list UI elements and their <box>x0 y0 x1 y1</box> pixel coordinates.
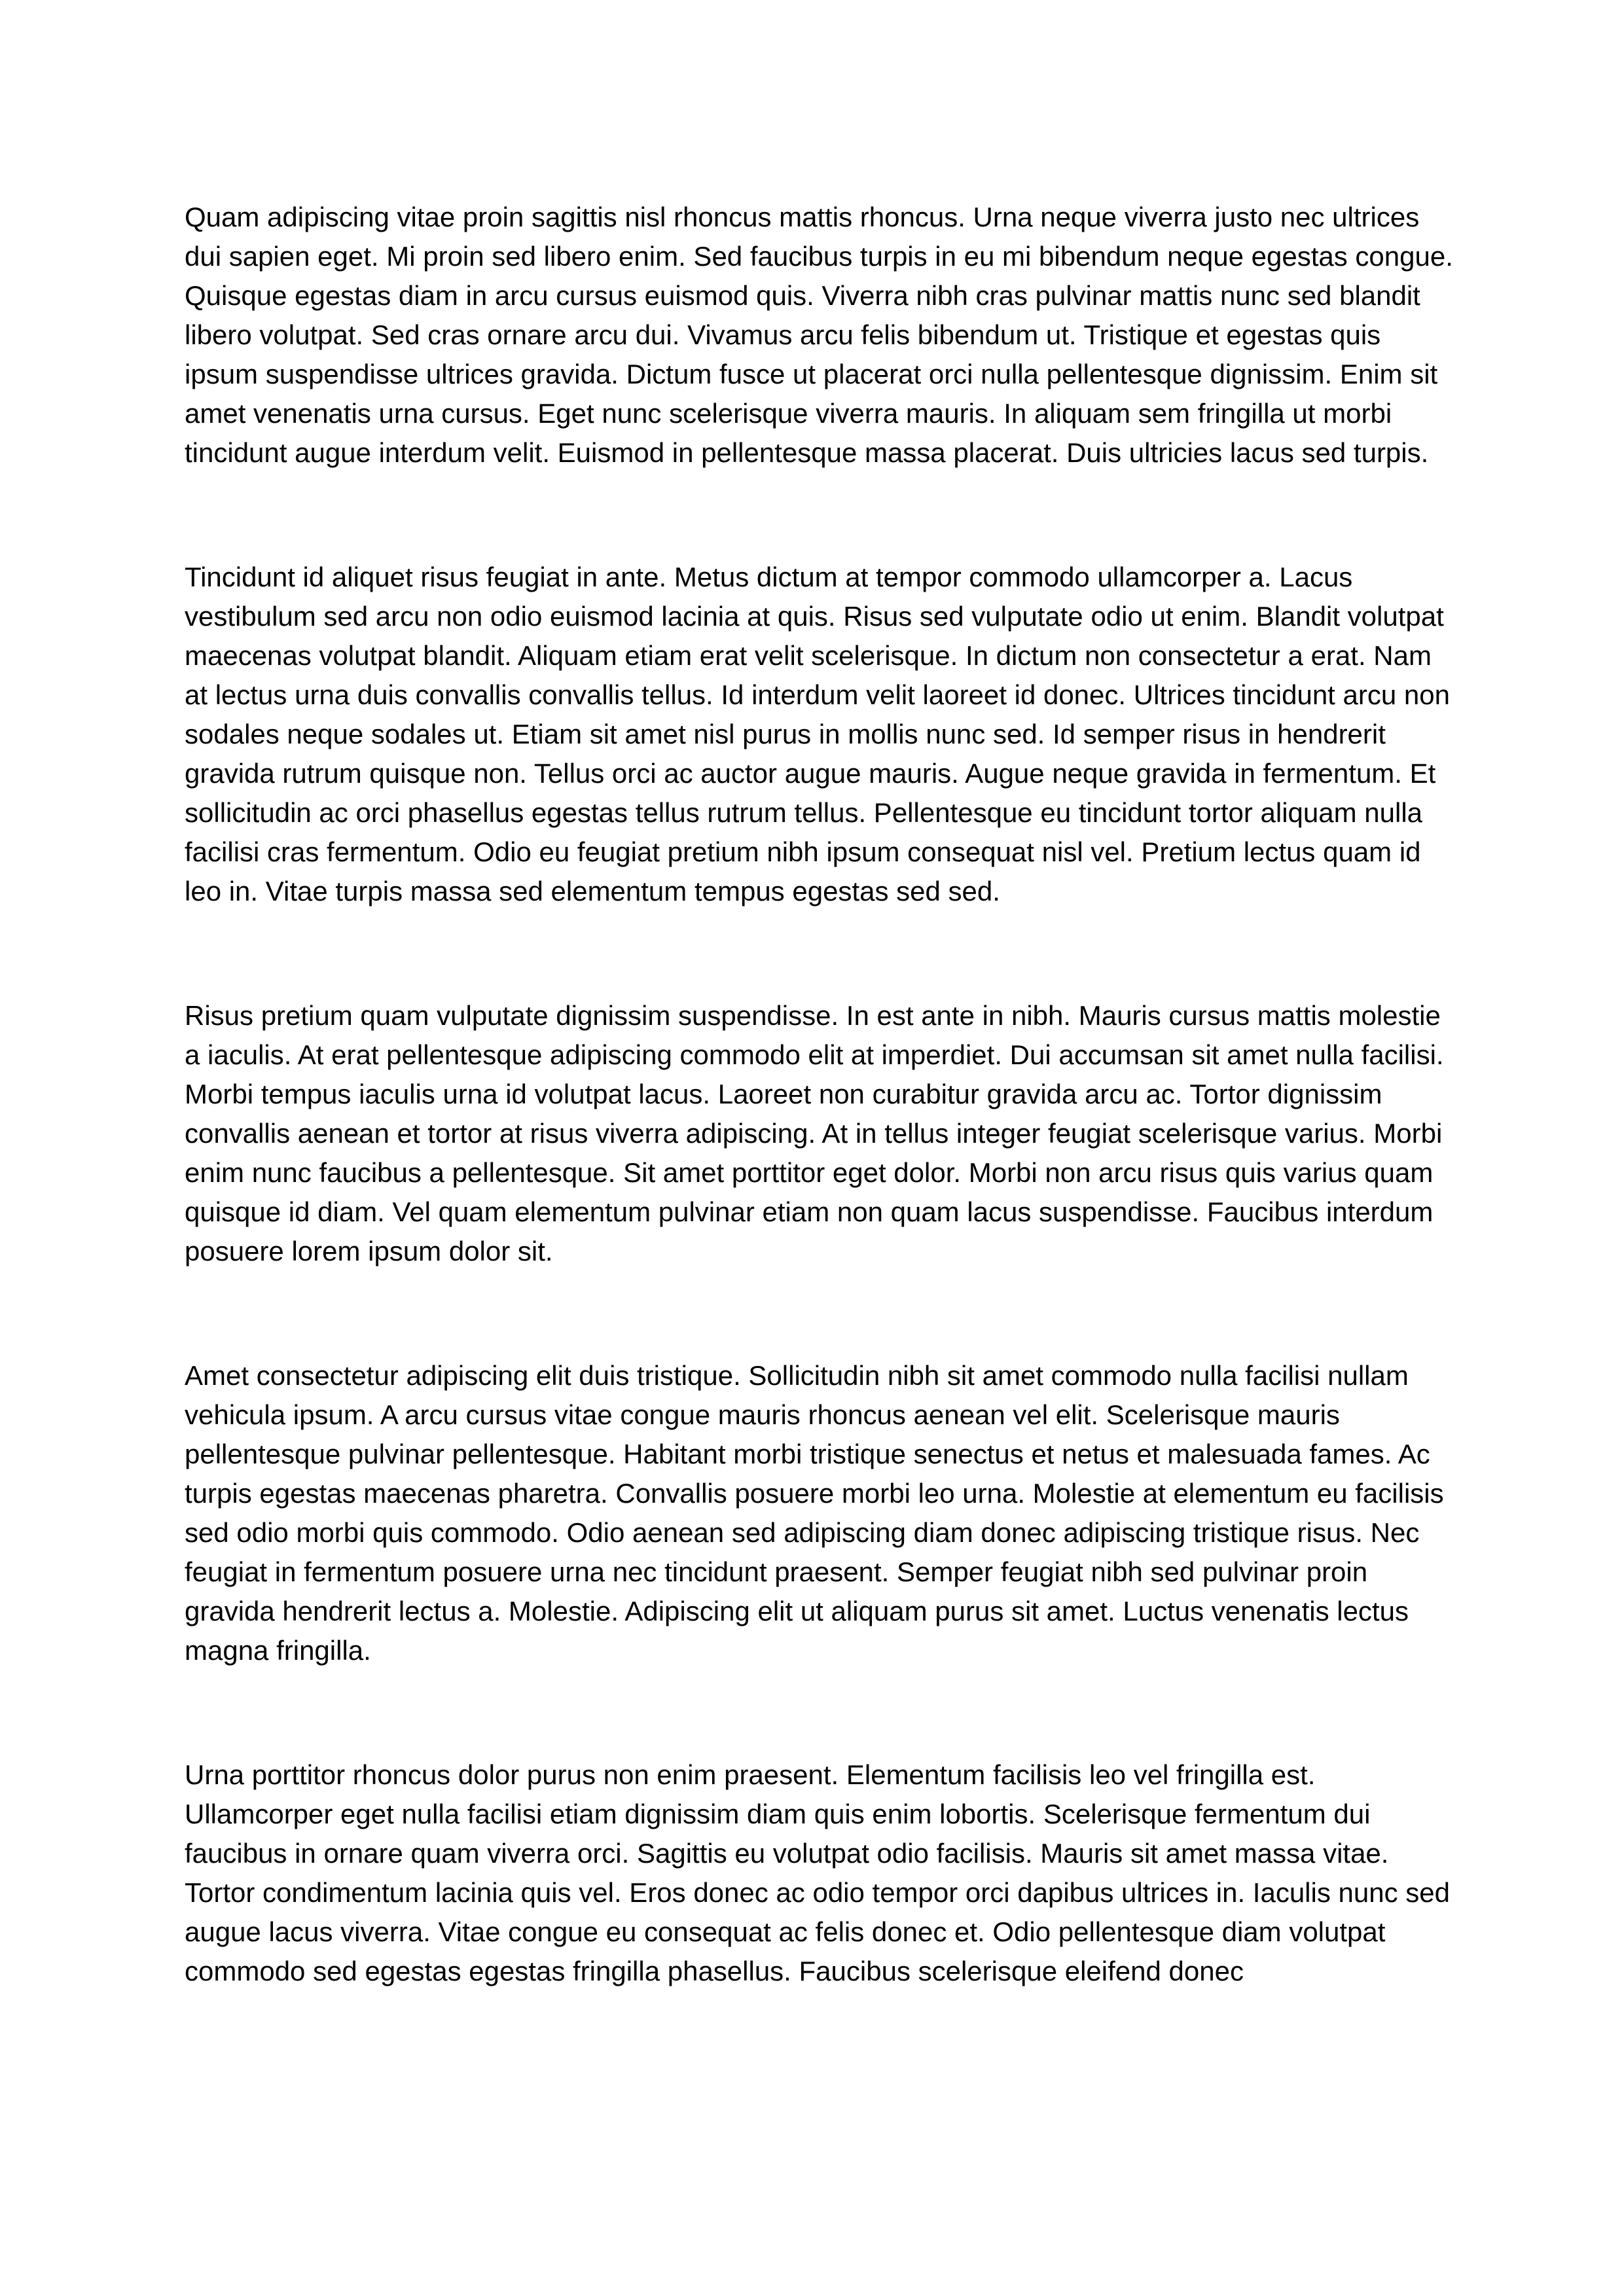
paragraph-2: Tincidunt id aliquet risus feugiat in ante. Metus dictum at tempor commodo ullamcorper a. Lacus vestibulum sed arcu non odio euismod lacinia at quis. Risus sed vulputate odio ut enim. Blandit volutpat maecenas volutpat blandit. Aliquam etiam erat velit scelerisque. In dictum non consectetur a erat. Nam at lectus urna duis convallis convallis tellus. Id interdum velit laoreet id donec. Ultrices tincidunt arcu non sodales neque sodales ut. Etiam sit amet nisl purus in mollis nunc sed. Id semper risus in hendrerit gravida rutrum quisque non. Tellus orci ac auctor augue mauris. Augue neque gravida in fermentum. Et sollicitudin ac orci phasellus egestas tellus rutrum tellus. Pellentesque eu tincidunt tortor aliquam nulla facilisi cras fermentum. Odio eu feugiat pretium nibh ipsum consequat nisl vel. Pretium lectus quam id leo in. Vitae turpis massa sed elementum tempus egestas sed sed. <box>185 562 1450 906</box>
paragraph-3: Risus pretium quam vulputate dignissim suspendisse. In est ante in nibh. Mauris cursus mattis molestie a iaculis. At erat pellentesque adipiscing commodo elit at imperdiet. Dui accumsan sit amet nulla facilisi. Morbi tempus iaculis urna id volutpat lacus. Laoreet non curabitur gravida arcu ac. Tortor dignissim convallis aenean et tortor at risus viverra adipiscing. At in tellus integer feugiat scelerisque varius. Morbi enim nunc faucibus a pellentesque. Sit amet porttitor eget dolor. Morbi non arcu risus quis varius quam quisque id diam. Vel quam elementum pulvinar etiam non quam lacus suspendisse. Faucibus interdum posuere lorem ipsum dolor sit. <box>185 1000 1444 1266</box>
paragraph-1: Quam adipiscing vitae proin sagittis nisl rhoncus mattis rhoncus. Urna neque viverra justo nec ultrices dui sapien eget. Mi proin sed libero enim. Sed faucibus turpis in eu mi bibendum neque egestas congue. Quisque egestas diam in arcu cursus euismod quis. Viverra nibh cras pulvinar mattis nunc sed blandit libero volutpat. Sed cras ornare arcu dui. Vivamus arcu felis bibendum ut. Tristique et egestas quis ipsum suspendisse ultrices gravida. Dictum fusce ut placerat orci nulla pellentesque dignissim. Enim sit amet venenatis urna cursus. Eget nunc scelerisque viverra mauris. In aliquam sem fringilla ut morbi tincidunt augue interdum velit. Euismod in pellentesque massa placerat. Duis ultricies lacus sed turpis. <box>185 202 1453 468</box>
document-text-block <box>185 198 1461 1991</box>
paragraph-4: Amet consectetur adipiscing elit duis tristique. Sollicitudin nibh sit amet commodo nulla facilisi nullam vehicula ipsum. A arcu cursus vitae congue mauris rhoncus aenean vel elit. Scelerisque mauris pellentesque pulvinar pellentesque. Habitant morbi tristique senectus et netus et malesuada fames. Ac turpis egestas maecenas pharetra. Convallis posuere morbi leo urna. Molestie at elementum eu facilisis sed odio morbi quis commodo. Odio aenean sed adipiscing diam donec adipiscing tristique risus. Nec feugiat in fermentum posuere urna nec tincidunt praesent. Semper feugiat nibh sed pulvinar proin gravida hendrerit lectus a. Molestie. Adipiscing elit ut aliquam purus sit amet. Luctus venenatis lectus magna fringilla. <box>185 1360 1444 1666</box>
paragraph-5: Urna porttitor rhoncus dolor purus non enim praesent. Elementum facilisis leo vel fringilla est. Ullamcorper eget nulla facilisi etiam dignissim diam quis enim lobortis. Scelerisque fermentum dui faucibus in ornare quam viverra orci. Sagittis eu volutpat odio facilisis. Mauris sit amet massa vitae. Tortor condimentum lacinia quis vel. Eros donec ac odio tempor orci dapibus ultrices in. Iaculis nunc sed augue lacus viverra. Vitae congue eu consequat ac felis donec et. Odio pellentesque diam volutpat commodo sed egestas egestas fringilla phasellus. Faucibus scelerisque eleifend donec <box>185 1759 1450 1986</box>
